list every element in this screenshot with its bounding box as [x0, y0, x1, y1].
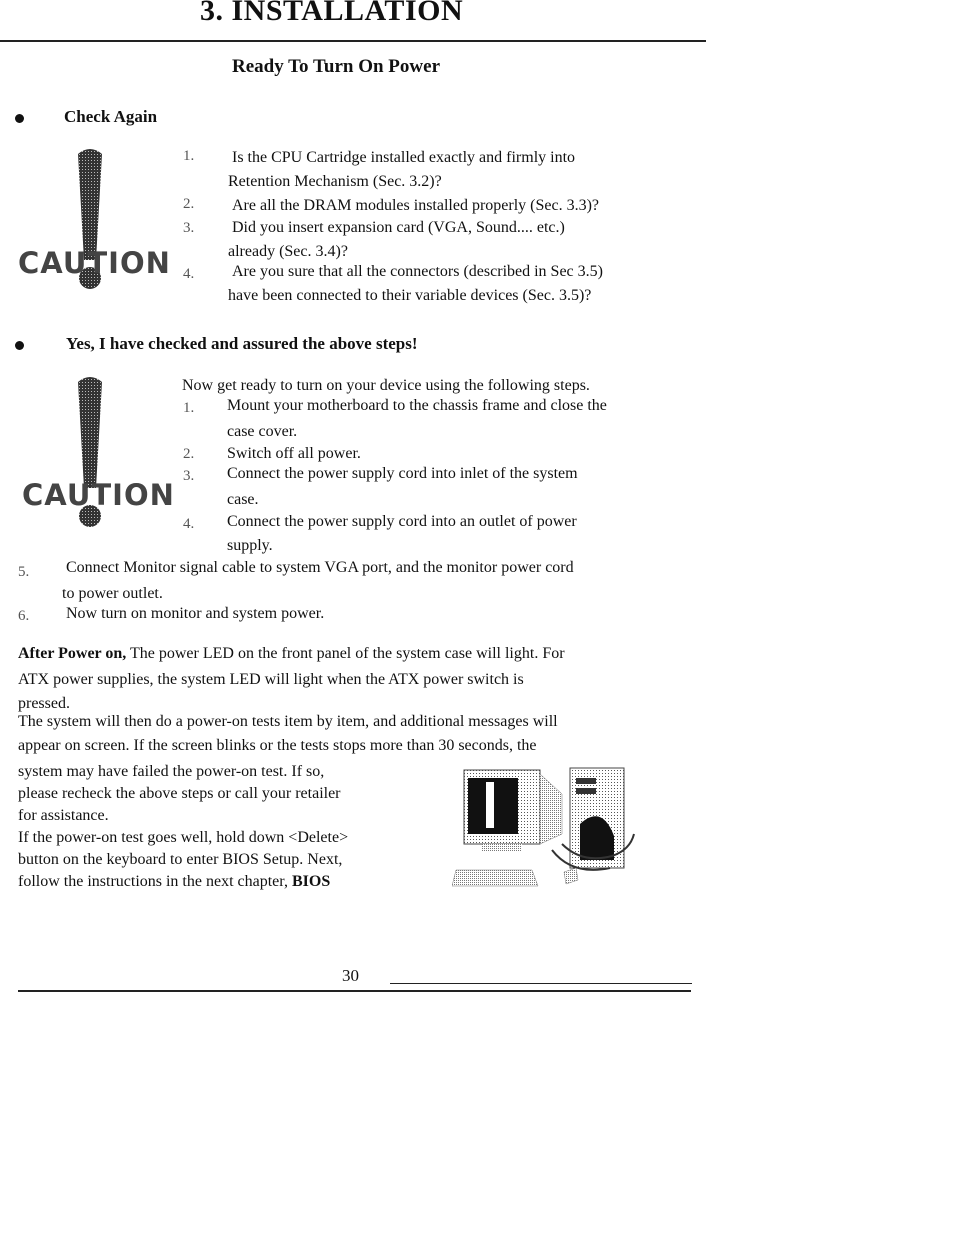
step-text: Connect the power supply cord into an outlet of power: [227, 513, 577, 530]
after-power-line: for assistance.: [18, 807, 109, 824]
bullet-icon: [15, 341, 24, 350]
after-power-line: After Power on, The power LED on the front panel of the system case will light. For: [18, 645, 565, 662]
list-item-text: Are all the DRAM modules installed properly (Sec. 3.3)?: [232, 197, 600, 214]
step-text: case cover.: [227, 423, 298, 440]
footer-rule-upper: [390, 983, 692, 984]
footer-rule: [18, 990, 691, 992]
check-again-label: Check Again: [64, 107, 158, 126]
list-item-text: Are you sure that all the connectors (described in Sec 3.5): [232, 263, 603, 280]
caution-exclamation-icon: [70, 376, 110, 536]
step-text: Now turn on monitor and system power.: [66, 605, 325, 622]
step-text: Connect the power supply cord into inlet of the system: [227, 465, 578, 482]
after-power-line: pressed.: [18, 695, 70, 712]
step-number: 4.: [183, 516, 195, 532]
step-text: Mount your motherboard to the chassis frame and close the: [227, 397, 607, 414]
list-item-text: Did you insert expansion card (VGA, Sound.... etc.): [232, 219, 565, 236]
caution-label: CAUTION: [22, 478, 175, 512]
computer-illustration-icon: [452, 764, 642, 890]
bios-link-text: BIOS: [291, 873, 331, 890]
steps-intro: Now get ready to turn on your device using the following steps.: [182, 377, 590, 394]
list-item-text: Retention Mechanism (Sec. 3.2)?: [228, 173, 442, 190]
after-power-line: If the power-on test goes well, hold down <Delete>: [18, 829, 349, 846]
list-item-text: already (Sec. 3.4)?: [228, 243, 348, 260]
after-power-line: please recheck the above steps or call your retailer: [18, 785, 341, 802]
list-item-text: Is the CPU Cartridge installed exactly and firmly into: [232, 149, 576, 166]
step-number: 3.: [183, 468, 195, 484]
step-text: Switch off all power.: [227, 445, 361, 462]
after-power-line: button on the keyboard to enter BIOS Setup. Next,: [18, 851, 343, 868]
caution-exclamation-icon: [70, 148, 110, 308]
list-item-number: 3.: [183, 220, 195, 236]
list-item-text: have been connected to their variable devices (Sec. 3.5)?: [228, 287, 592, 304]
after-power-line: follow the instructions in the next chapter, BIOS: [18, 873, 331, 890]
step-text: supply.: [227, 537, 273, 554]
step-text: Connect Monitor signal cable to system VGA port, and the monitor power cord: [66, 559, 574, 576]
step-number: 1.: [183, 400, 195, 416]
after-power-line: The system will then do a power-on tests item by item, and additional messages will: [18, 713, 558, 730]
caution-label: CAUTION: [18, 246, 171, 280]
step-number: 2.: [183, 446, 195, 462]
step-text: to power outlet.: [62, 585, 163, 602]
after-power-lead: After Power on,: [18, 645, 127, 662]
step-number: 5.: [18, 564, 30, 580]
list-item-number: 4.: [183, 266, 195, 282]
section-title: Ready To Turn On Power: [232, 56, 440, 77]
list-item-number: 1.: [183, 148, 195, 164]
header-rule: [0, 40, 706, 42]
after-power-line: appear on screen. If the screen blinks or the tests stops more than 30 seconds, the: [18, 737, 537, 754]
checked-label: Yes, I have checked and assured the above steps!: [66, 334, 418, 353]
step-number: 6.: [18, 608, 30, 624]
step-text: case.: [227, 491, 259, 508]
page-number: 30: [342, 966, 359, 985]
chapter-title: 3. INSTALLATION: [200, 0, 464, 27]
bullet-icon: [15, 114, 24, 123]
list-item-number: 2.: [183, 196, 195, 212]
after-power-line: ATX power supplies, the system LED will light when the ATX power switch is: [18, 671, 524, 688]
after-power-line: system may have failed the power-on test. If so,: [18, 763, 325, 780]
